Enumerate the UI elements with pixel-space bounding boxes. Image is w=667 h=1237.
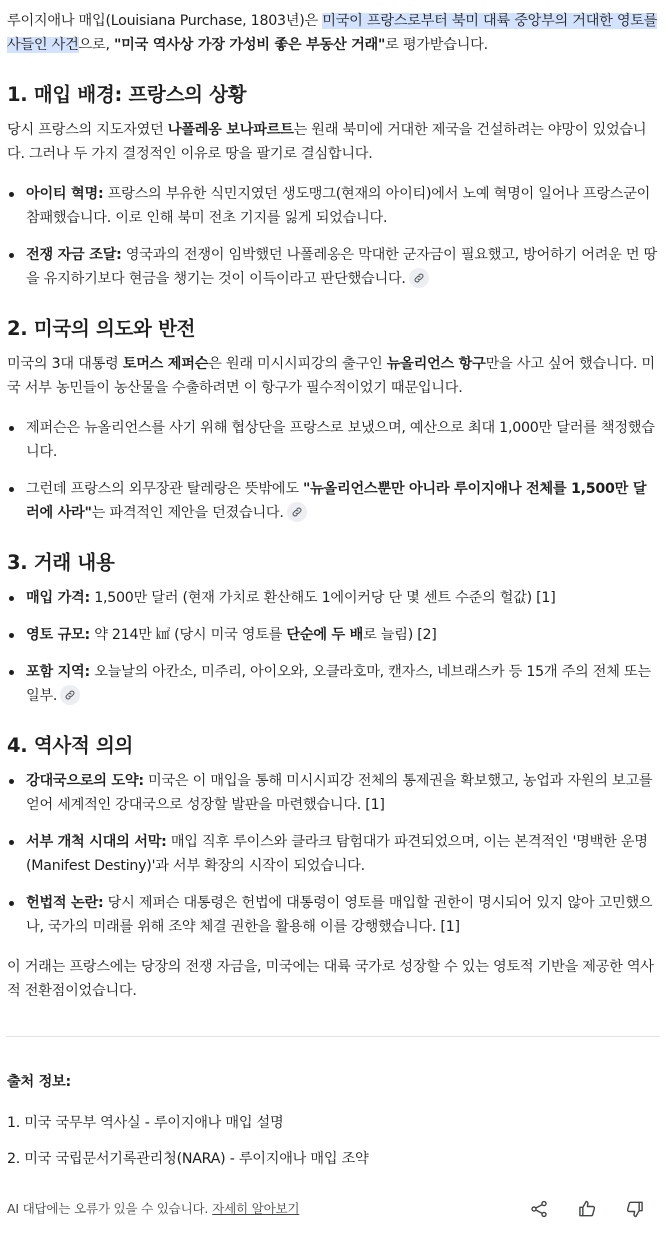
source-link-icon[interactable] bbox=[287, 502, 307, 522]
bullet-list bbox=[7, 586, 659, 708]
list-item: 헌법적 논란: 당시 제퍼슨 대통령은 헌법에 대통령이 영토를 매입할 권한이 명시되어 있지 않아 고민했으나, 국가의 미래를 위해 조약 체결 권한을 활용해 이를 강행했습니다. [1] bbox=[7, 891, 659, 939]
list-item: 포함 지역: 오늘날의 아칸소, 미주리, 아이오와, 오클라호마, 캔자스, 네브래스카 등 15개 주의 전체 또는 일부. bbox=[7, 660, 659, 708]
list-item: 전쟁 자금 조달: 영국과의 전쟁이 임박했던 나폴레옹은 막대한 군자금이 필요했고, 방어하기 어려운 먼 땅을 유지하기보다 현금을 챙기는 것이 이득이라고 판단했습니다. bbox=[7, 243, 659, 291]
bullet-list bbox=[7, 182, 659, 291]
thumbs-up-icon[interactable] bbox=[576, 1198, 598, 1220]
bullet-list bbox=[7, 769, 659, 939]
closing-paragraph: 이 거래는 프랑스에는 당장의 전쟁 자금을, 미국에는 대륙 국가로 성장할 수 있는 영토적 기반을 제공한 역사적 전환점이었습니다. bbox=[7, 959, 654, 999]
list-item: 영토 규모: 약 214만 ㎢ (당시 미국 영토를 단순에 두 배로 늘림) [2] bbox=[7, 623, 659, 647]
list-item: 제퍼슨은 뉴올리언스를 사기 위해 협상단을 프랑스로 보냈으며, 예산으로 최대 1,000만 달러를 책정했습니다. bbox=[7, 416, 659, 464]
source-item[interactable]: 1. 미국 국무부 역사실 - 루이지애나 매입 설명 bbox=[7, 1115, 284, 1131]
sources-list bbox=[7, 1111, 659, 1171]
section-paragraph: 당시 프랑스의 지도자였던 나폴레옹 보나파르트는 원래 북미에 거대한 제국을 건설하려는 야망이 있었습니다. 그러나 두 가지 결정적인 이유로 땅을 팔기로 결심합니다. bbox=[7, 122, 647, 162]
list-item: 아이티 혁명: 프랑스의 부유한 식민지였던 생도맹그(현재의 아이티)에서 노예 혁명이 일어나 프랑스군이 참패했습니다. 이로 인해 북미 전초 기지를 잃게 되었습니다. bbox=[7, 182, 659, 230]
highlighted-text: 미국이 프랑스로부터 북미 대륙 중앙부의 거대한 영토를 사들인 사건 bbox=[7, 13, 658, 53]
thumbs-down-icon[interactable] bbox=[624, 1198, 646, 1220]
list-item: 서부 개척 시대의 서막: 매입 직후 루이스와 클라크 탐험대가 파견되었으며, 이는 본격적인 '명백한 운명(Manifest Destiny)'과 서부 확장의 시작이 되었습니다. bbox=[7, 830, 659, 878]
source-item[interactable]: 2. 미국 국립문서기록관리청(NARA) - 루이지애나 매입 조약 bbox=[7, 1151, 369, 1167]
list-item: 강대국으로의 도약: 미국은 이 매입을 통해 미시시피강 전체의 통제권을 확보했고, 농업과 자원의 보고를 얻어 세계적인 강대국으로 성장할 발판을 마련했습니다. [1] bbox=[7, 769, 659, 817]
feedback-actions bbox=[528, 1198, 659, 1220]
sources-heading: 출처 정보: bbox=[7, 1074, 71, 1090]
list-item: 그런데 프랑스의 외무장관 탈레랑은 뜻밖에도 "뉴올리언스뿐만 아니라 루이지애나 전체를 1,500만 달러에 사라"는 파격적인 제안을 던졌습니다. bbox=[7, 477, 659, 525]
source-link-icon[interactable] bbox=[409, 268, 429, 288]
section-heading-background: 1. 매입 배경: 프랑스의 상황 bbox=[7, 83, 247, 106]
learn-more-link[interactable]: 자세히 알아보기 bbox=[212, 1201, 300, 1216]
source-link-icon[interactable] bbox=[60, 685, 80, 705]
intro-paragraph: 루이지애나 매입(Louisiana Purchase, 1803년)은 미국이 프랑스로부터 북미 대륙 중앙부의 거대한 영토를 사들인 사건으로, "미국 역사상 가장 가성비 좋은 부동산 거래"로 평가받습니다. bbox=[7, 13, 658, 53]
bullet-list bbox=[7, 416, 659, 525]
section-paragraph: 미국의 3대 대통령 토머스 제퍼슨은 원래 미시시피강의 출구인 뉴올리언스 항구만을 사고 싶어 했습니다. 미국 서부 농민들이 농산물을 수출하려면 이 항구가 필수적이었기 때문입니다. bbox=[7, 356, 655, 396]
disclaimer-text: AI 대답에는 오류가 있을 수 있습니다. bbox=[7, 1201, 209, 1216]
list-item: 매입 가격: 1,500만 달러 (현재 가치로 환산해도 1에이커당 단 몇 센트 수준의 헐값) [1] bbox=[7, 586, 659, 610]
section-heading-deal: 3. 거래 내용 bbox=[7, 551, 115, 574]
divider bbox=[6, 1036, 660, 1037]
response-footer bbox=[7, 1195, 659, 1223]
section-heading-intent: 2. 미국의 의도와 반전 bbox=[7, 317, 196, 340]
section-heading-significance: 4. 역사적 의의 bbox=[7, 734, 134, 757]
share-icon[interactable] bbox=[528, 1198, 550, 1220]
